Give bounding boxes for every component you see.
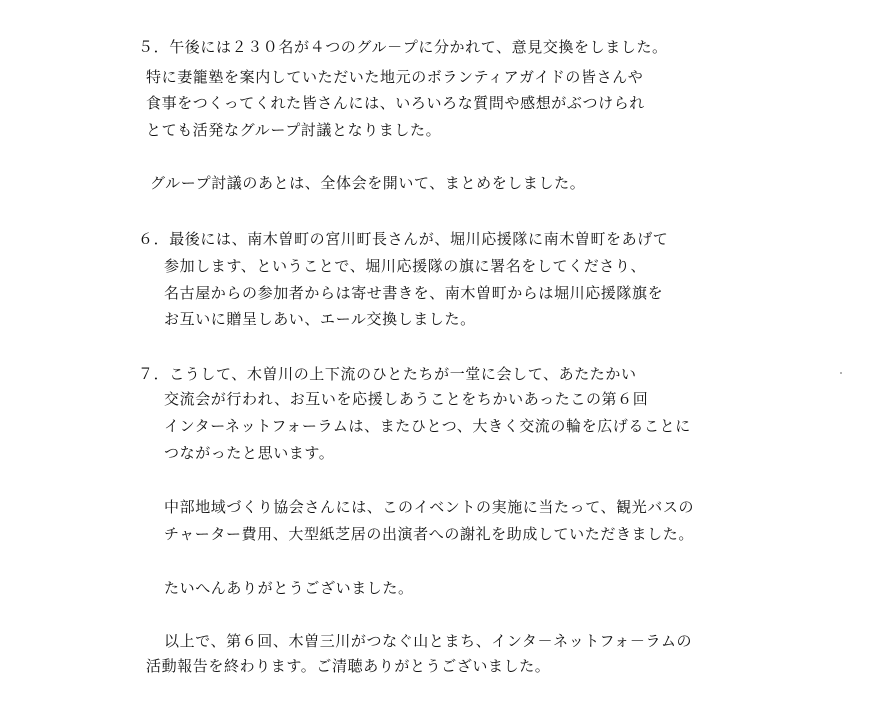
item-5-line-2: 特に妻籠塾を案内していただいた地元のボランティアガイドの皆さんや — [146, 68, 644, 86]
item-5-line-3: 食事をつくってくれた皆さんには、いろいろな質問や感想がぶつけられ — [146, 94, 645, 112]
item-6-line-2: 参加します、ということで、堀川応援隊の旗に署名をしてくださり、 — [164, 257, 647, 275]
item-7-support-line-2: チャーター費用、大型紙芝居の出演者への謝礼を助成していただきました。 — [164, 525, 694, 543]
item-5-line-4: とても活発なグループ討議となりました。 — [146, 121, 442, 139]
item-5-line-1: ５．午後には２３０名が４つのグル－プに分かれて、意見交換をしました。 — [138, 38, 668, 56]
item-7-line-3: インターネットフォーラムは、またひとつ、大きく交流の輪を広げることに — [164, 417, 691, 435]
item-7-line-4: つながったと思います。 — [164, 444, 335, 462]
closing-line-2: 活動報告を終わります。ご清聴ありがとうございました。 — [146, 657, 551, 675]
scan-speck — [840, 372, 842, 374]
item-7-line-1: ７．こうして、木曽川の上下流のひとたちが一堂に会して、あたたかい — [138, 365, 637, 383]
item-6-line-1: ６．最後には、南木曽町の宮川町長さんが、堀川応援隊に南木曽町をあげて — [138, 230, 669, 248]
item-5-summary-line: グループ討議のあとは、全体会を開いて、まとめをしました。 — [150, 174, 586, 192]
item-7-thanks-line: たいへんありがとうございました。 — [164, 579, 414, 597]
item-7-support-line-1: 中部地域づくり協会さんには、このイベントの実施に当たって、観光バスの — [164, 498, 695, 516]
item-6-line-4: お互いに贈呈しあい、エール交換しました。 — [164, 310, 476, 328]
item-6-line-3: 名古屋からの参加者からは寄せ書きを、南木曽町からは堀川応援隊旗を — [164, 284, 664, 302]
closing-line-1: 以上で、第６回、木曽三川がつなぐ山とまち、インタ－ネットフォ－ラムの — [164, 632, 693, 650]
item-7-line-2: 交流会が行われ、お互いを応援しあうことをちかいあったこの第６回 — [164, 390, 649, 408]
